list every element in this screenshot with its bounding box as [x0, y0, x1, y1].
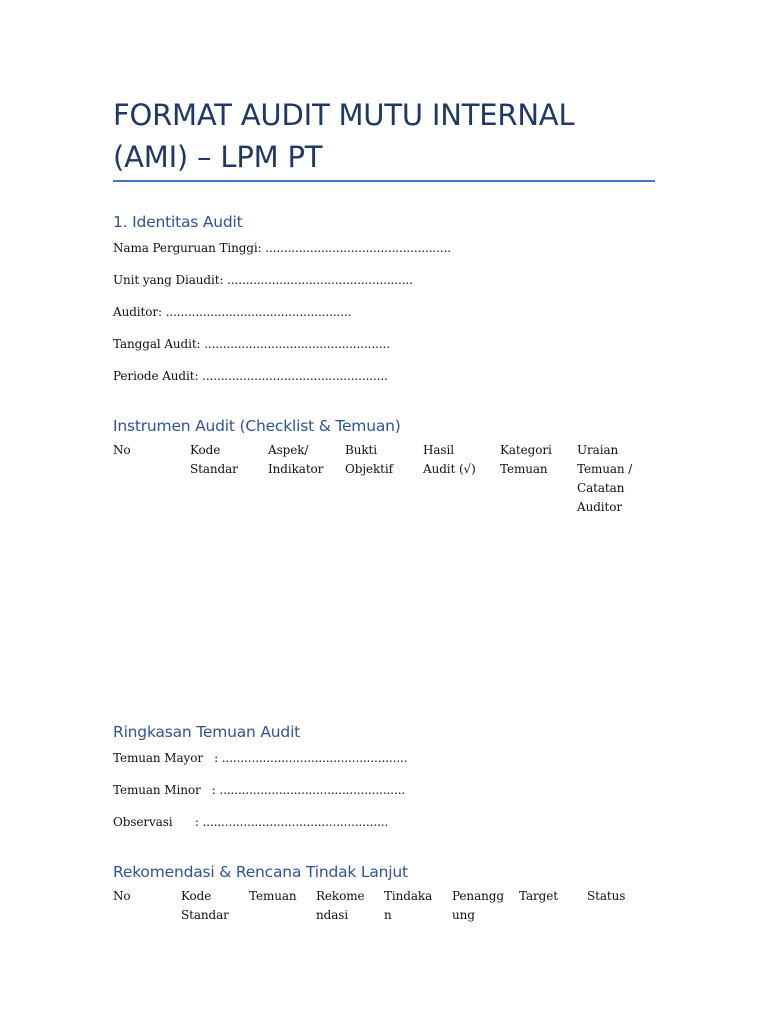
col-rekomendasi: Rekome ndasi: [316, 889, 365, 922]
section-instrumen-heading: Instrumen Audit (Checklist & Temuan): [113, 417, 401, 435]
col-target: Target: [519, 889, 558, 903]
field-nama-perguruan-tinggi: Nama Perguruan Tinggi: ..................................................: [113, 241, 451, 255]
field-auditor: Auditor: ..................................................: [113, 305, 352, 319]
field-observasi: Observasi : ..................................................: [113, 815, 389, 829]
col-tindakan: Tindaka n: [384, 889, 433, 922]
col-hasil-audit: Hasil Audit (√): [423, 443, 476, 476]
document-title: FORMAT AUDIT MUTU INTERNAL (AMI) – LPM PT: [113, 98, 575, 174]
col-penanggung: Penangg ung: [452, 889, 504, 922]
col-temuan: Temuan: [249, 889, 297, 903]
col-status: Status: [587, 889, 626, 903]
col-kode-standar: Kode Standar: [181, 889, 229, 922]
field-tanggal-audit: Tanggal Audit: ..................................................: [113, 337, 390, 351]
col-aspek-indikator: Aspek/ Indikator: [268, 443, 324, 476]
section-rekomendasi-heading: Rekomendasi & Rencana Tindak Lanjut: [113, 863, 408, 881]
col-no: No: [113, 443, 131, 457]
field-unit-diaudit: Unit yang Diaudit: ..................................................: [113, 273, 413, 287]
field-temuan-mayor: Temuan Mayor : ..................................................: [113, 751, 408, 765]
col-kategori-temuan: Kategori Temuan: [500, 443, 552, 476]
col-kode-standar: Kode Standar: [190, 443, 238, 476]
col-bukti-objektif: Bukti Objektif: [345, 443, 393, 476]
col-no: No: [113, 889, 131, 903]
field-periode-audit: Periode Audit: ..................................................: [113, 369, 388, 383]
title-underline: [113, 180, 655, 182]
section-identitas-heading: 1. Identitas Audit: [113, 213, 243, 231]
field-temuan-minor: Temuan Minor : ..................................................: [113, 783, 406, 797]
col-uraian-temuan: Uraian Temuan / Catatan Auditor: [577, 443, 633, 514]
section-ringkasan-heading: Ringkasan Temuan Audit: [113, 723, 301, 741]
